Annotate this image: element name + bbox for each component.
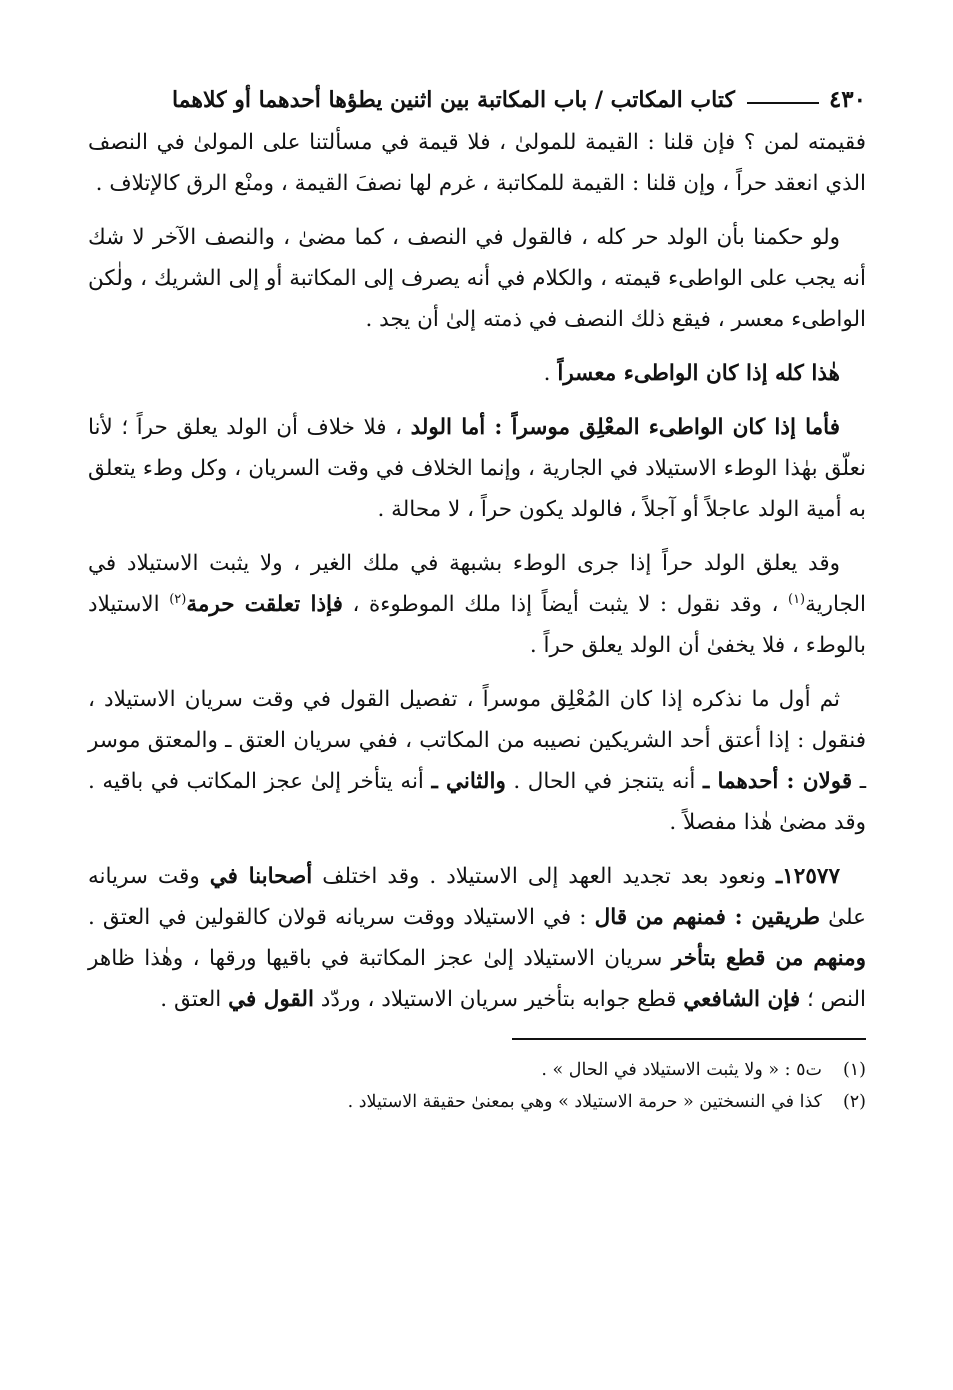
text-run: ثم أول ما نذكره إذا كان المُعْلِق موسراً ، تفصيل القول في وقت سريان الاستيلاد ، فنقول : إذا أعتق أحد الشريكين نصيبه من المكاتب ، ففي سريان العتق ـ والمعتق موسر ـ <box>88 687 866 794</box>
text-run: العتق . <box>160 987 229 1012</box>
text-run: سريان الاستيلاد إلىٰ عجز المكاتبة في باقيها ورقها ، وهٰذا ظاهر النص ؛ <box>88 946 866 1012</box>
bold-run: هٰذا كله إذا كان الواطىء معسراً <box>557 361 840 386</box>
footnote-text: كذا في النسختين « حرمة الاستيلاد » وهي بمعنىٰ حقيقة الاستيلاد . <box>347 1092 822 1112</box>
bold-run: فإذا تعلقت حرمة <box>186 592 343 617</box>
text-run: ، فلا خلاف أن الولد يعلق حراً ؛ لأنا نعلّق بهٰذا الوطء الاستيلاد في الجارية ، وإنما الخلاف في وقت السريان ، وكل وطء يتعلق به أمية الولد عاجلاً أو آجلاً ، فالولد يكون حراً ، لا محالة . <box>88 415 866 522</box>
bold-run: قولان : أحدهما ـ <box>702 769 853 794</box>
body-paragraph <box>88 407 866 530</box>
footnotes <box>88 1054 866 1118</box>
body-text <box>88 122 866 1020</box>
page-number: ٤٣٠ <box>828 86 866 113</box>
bold-run: ومنهم من قطع بتأخر <box>671 946 866 971</box>
bold-run: أصحابنا في <box>209 864 313 889</box>
bold-run: ١٢٥٧٧ـ <box>775 864 840 889</box>
body-paragraph <box>88 679 866 843</box>
text-run: ولو حكمنا بأن الولد حر كله ، فالقول في النصف ، كما مضىٰ ، والنصف الآخر لا شك أنه يجب على الواطىء قيمته ، والكلام في أنه يصرف إلى المكاتبة أو إلى الشريك ، ولٰكن الواطىء معسر ، فيقع ذلك النصف في ذمته إلىٰ أن يجد . <box>88 225 866 332</box>
text-run: أنه يتنجز في الحال . <box>505 769 703 794</box>
footnote-reference: (٢) <box>169 591 187 607</box>
footnote-text: ت٥ : « ولا يثبت الاستيلاد في الحال » . <box>541 1060 822 1080</box>
body-paragraph <box>88 353 866 394</box>
footnote-item <box>88 1054 866 1086</box>
bold-run: القول في <box>228 987 314 1012</box>
text-run: أنه يتأخر إلىٰ عجز المكاتب في باقيه . وقد مضىٰ هٰذا مفصلاً . <box>88 769 866 835</box>
body-paragraph <box>88 856 866 1020</box>
footnote-number: (١) <box>842 1060 866 1080</box>
footnote-item <box>88 1086 866 1118</box>
body-paragraph <box>88 217 866 340</box>
running-title: كتاب المكاتب / باب المكاتبة بين اثنين يطؤها أحدهما أو كلاهما <box>171 87 735 113</box>
footnote-number: (٢) <box>842 1092 866 1112</box>
bold-run: فأما إذا كان الواطىء المعْلِق موسراً : أما الولد <box>410 415 840 440</box>
text-run: ونعود بعد تجديد العهد إلى الاستيلاد . وقد اختلف <box>312 864 776 889</box>
header-rule <box>747 102 819 104</box>
body-paragraph <box>88 543 866 666</box>
text-run: : في الاستيلاد ووقت سريانه قولان كالقولين في العتق . <box>88 905 595 930</box>
text-run: قطع جوابه بتأخير سريان الاستيلاد ، وردّد <box>313 987 684 1012</box>
bold-run: فإن الشافعي <box>683 987 801 1012</box>
text-run: الاستيلاد بالوطء ، فلا يخفىٰ أن الولد يعلق حراً . <box>88 592 866 658</box>
text-run: وقد يعلق الولد حراً إذا جرى الوطء بشبهة في ملك الغير ، ولا يثبت الاستيلاد في الجارية <box>88 551 866 617</box>
page-header <box>88 78 866 122</box>
document-page <box>88 78 866 1118</box>
text-run: وقت سريانه علىٰ <box>88 864 866 930</box>
footnote-reference: (١) <box>787 591 806 607</box>
text-run: . <box>543 361 558 386</box>
body-paragraph <box>88 122 866 204</box>
bold-run: والثاني ـ <box>431 769 506 794</box>
footnote-separator <box>512 1038 866 1040</box>
bold-run: طريقين : فمنهم من قال <box>594 905 821 930</box>
text-run: فقيمته لمن ؟ فإن قلنا : القيمة للمولىٰ ، فلا قيمة في مسألتنا على المولىٰ في النصف الذي انعقد حراً ، وإن قلنا : القيمة للمكاتبة ، غرم لها نصفَ القيمة ، ومنْع الرق كالإتلاف . <box>88 130 866 196</box>
text-run: ، وقد نقول : لا يثبت أيضاً إذا ملك الموطوءة ، <box>342 592 788 617</box>
